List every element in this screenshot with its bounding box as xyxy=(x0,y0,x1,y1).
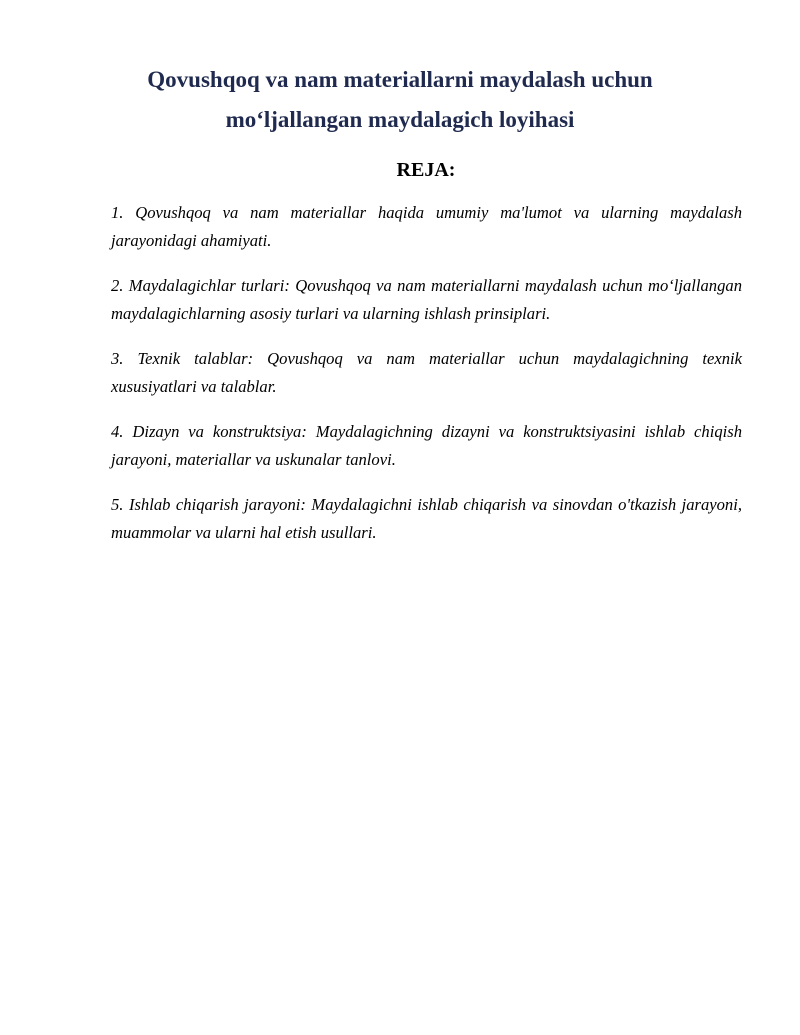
plan-item-3: 3. Texnik talablar: Qovushqoq va nam materiallar uchun maydalagichning texnik xususiyatlari va talablar. xyxy=(111,349,742,396)
plan-item-1: 1. Qovushqoq va nam materiallar haqida umumiy ma'lumot va ularning maydalash jarayonidagi ahamiyati. xyxy=(111,203,742,250)
document-title xyxy=(60,60,740,140)
plan-item-2: 2. Maydalagichlar turlari: Qovushqoq va nam materiallarni maydalash uchun mo‘ljallangan maydalagichlarning asosiy turlari va ularning ishlash prinsiplari. xyxy=(111,276,742,323)
plan-list xyxy=(111,199,742,564)
plan-item-4: 4. Dizayn va konstruktsiya: Maydalagichning dizayni va konstruktsiyasini ishlab chiqish jarayoni, materiallar va uskunalar tanlovi. xyxy=(111,422,742,469)
plan-item-5: 5. Ishlab chiqarish jarayoni: Maydalagichni ishlab chiqarish va sinovdan o'tkazish jarayoni, muammolar va ularni hal etish usullari. xyxy=(111,495,742,542)
plan-heading: REJA: xyxy=(396,159,456,181)
document-title-line-2: mo‘ljallangan maydalagich loyihasi xyxy=(225,107,575,132)
document-title-line-1: Qovushqoq va nam materiallarni maydalash uchun xyxy=(147,67,653,92)
